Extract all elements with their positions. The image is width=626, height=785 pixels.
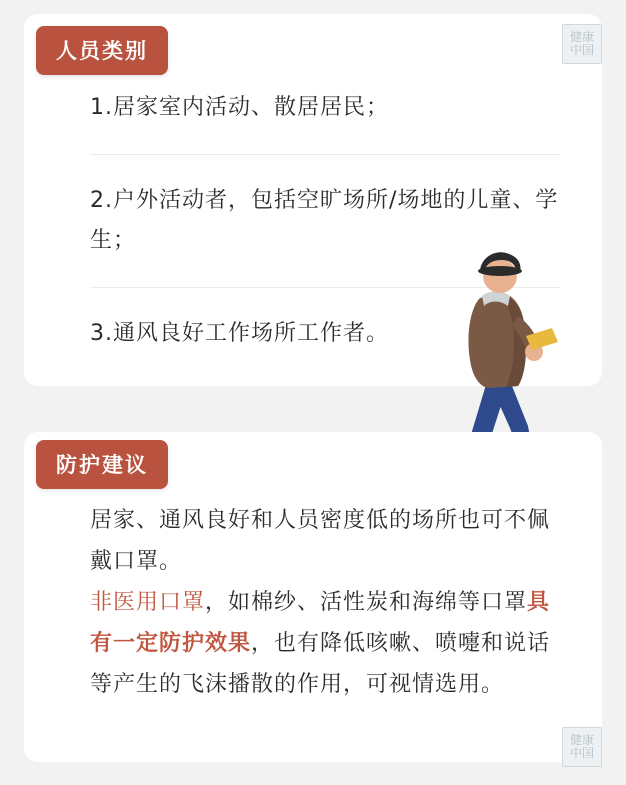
list-item: 1.居家室内活动、散居居民； <box>90 88 560 155</box>
section-tag-advice: 防护建议 <box>36 440 168 489</box>
list-item: 2.户外活动者，包括空旷场所/场地的儿童、学生； <box>90 181 560 288</box>
advice-part-4: ，也有降低咳嗽、喷嚏和说话等产生的飞沫播散的作用，可视情选用。 <box>90 631 551 697</box>
hat-brim-shape <box>478 266 522 276</box>
advice-line-1: 居家、通风良好和人员密度低的场所也可不佩戴口罩。 <box>90 508 551 574</box>
section-tag-personnel: 人员类别 <box>36 26 168 75</box>
advice-part-2: ，如棉纱、活性炭和海绵等口罩 <box>205 590 528 615</box>
watermark-bottom-line1: 健康 <box>569 733 594 747</box>
watermark-bottom <box>562 727 602 767</box>
watermark-top-line1: 健康 <box>569 30 594 44</box>
advice-highlight-nonmedical-mask: 非医用口罩 <box>90 590 206 615</box>
advice-highlight-effect: 具有一定防护效果 <box>90 590 551 656</box>
watermark-bottom-line2: 中国 <box>569 746 594 760</box>
list-item: 3.通风良好工作场所工作者。 <box>90 321 389 346</box>
watermark-top <box>562 24 602 64</box>
watermark-top-line2: 中国 <box>569 43 594 57</box>
protection-advice-text <box>90 500 560 705</box>
